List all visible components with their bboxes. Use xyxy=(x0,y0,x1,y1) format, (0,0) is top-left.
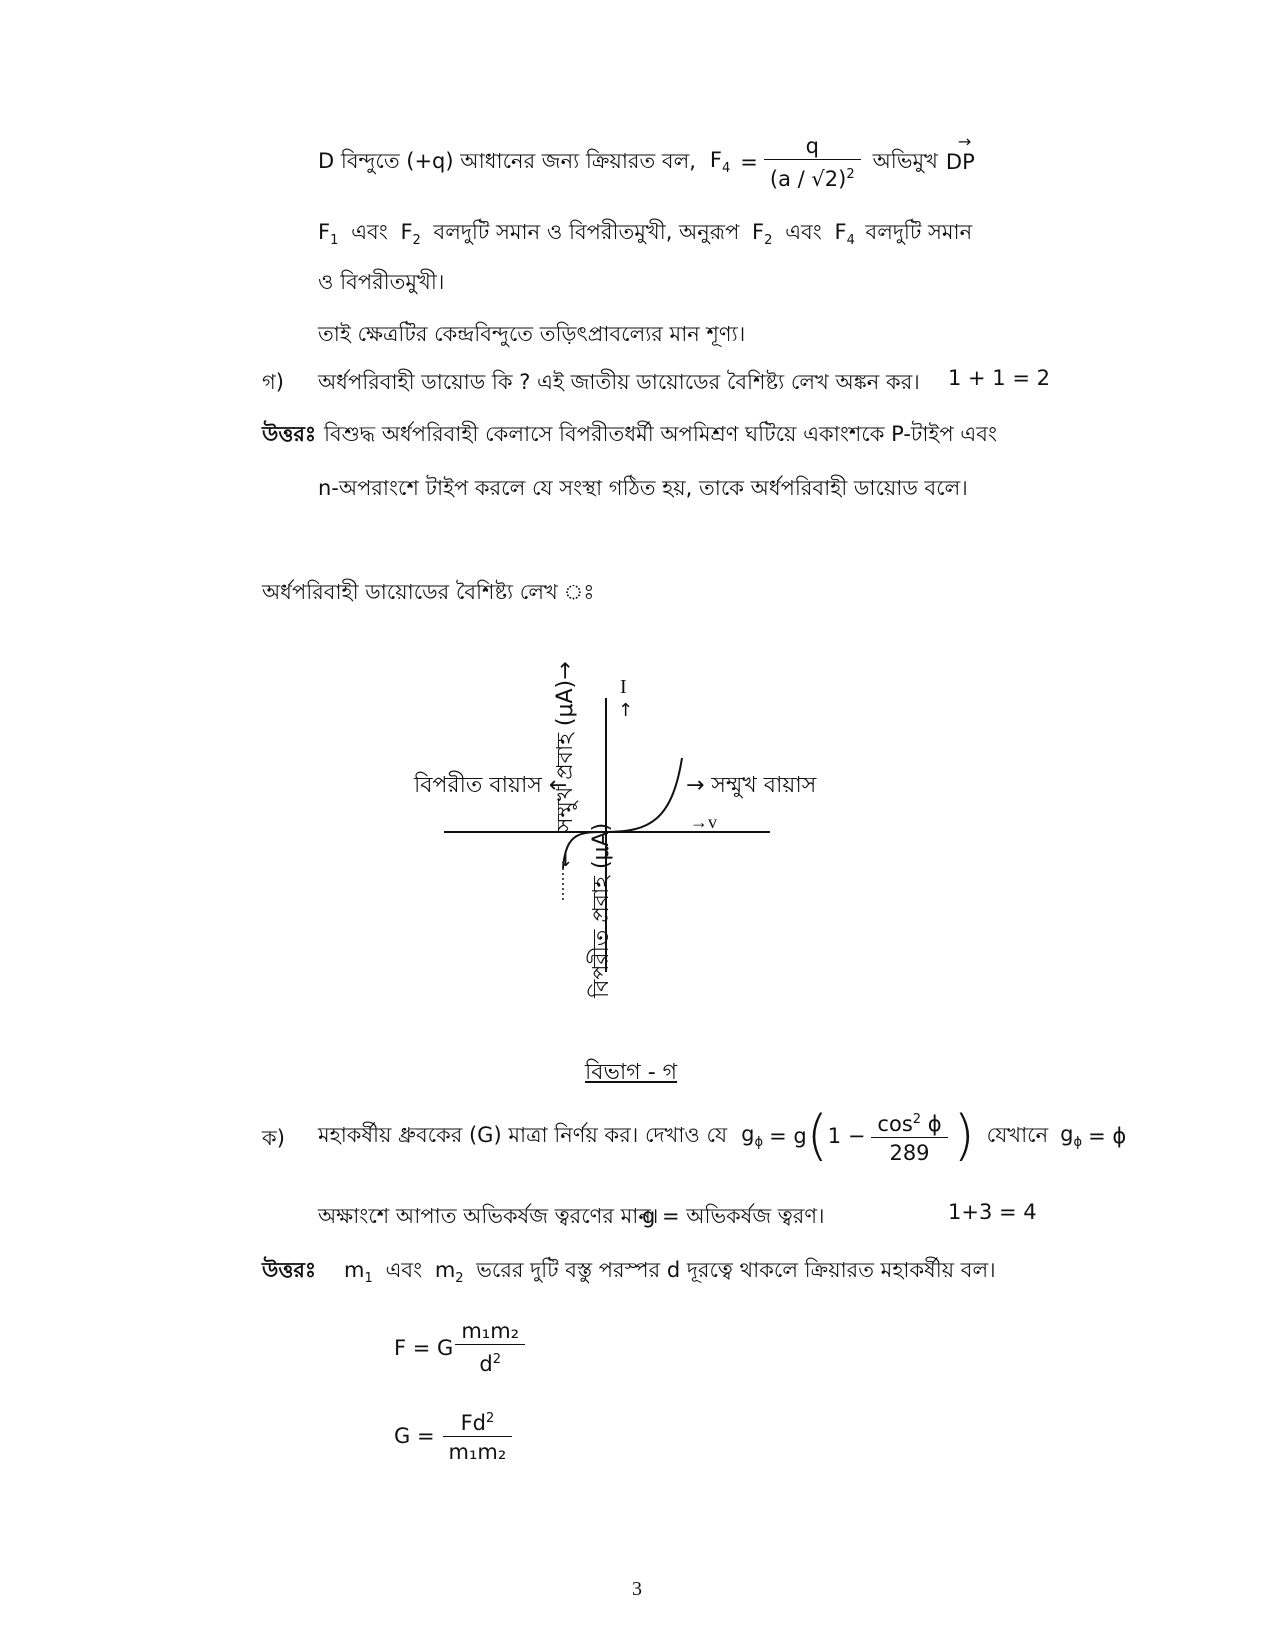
force-prefix: D বিন্দুতে (+q) আধানের জন্য ক্রিয়ারত বল, xyxy=(318,148,696,173)
force-line xyxy=(318,132,975,192)
text-and-b: এবং xyxy=(785,220,822,244)
answer-label-2: উত্তরঃ xyxy=(262,1258,317,1282)
down-arrow: ↓ xyxy=(558,850,574,871)
question-label-ga: গ) xyxy=(262,370,284,394)
eq1-denominator: $d^2$ xyxy=(455,1344,525,1377)
g-phi-symbol-b: $g_\phi$ xyxy=(1060,1121,1083,1151)
reverse-bias-label: বিপরীত বায়াস ← xyxy=(414,773,568,798)
g-definition: g = অভিকর্ষজ ত্বরণ। xyxy=(642,1204,825,1228)
eq1-numerator: m₁m₂ xyxy=(461,1319,520,1343)
up-arrow: ↑ xyxy=(618,700,634,721)
f2-symbol-b: $F_2$ xyxy=(752,220,773,249)
question-ka-line2: অক্ষাংশে আপাত অভিকর্ষজ ত্বরণের মান। xyxy=(318,1204,659,1228)
question-ka-line1 xyxy=(318,1104,1126,1168)
g-phi-symbol: $g_\phi$ xyxy=(741,1121,764,1151)
section-heading: বিভাগ - গ xyxy=(585,1060,678,1085)
cos-denominator: 289 xyxy=(871,1137,947,1166)
eq2-denominator: m₁m₂ xyxy=(443,1436,513,1465)
text-equal-opposite: বলদুটি সমান ও বিপরীতমুখী, অনুরূপ xyxy=(433,220,740,244)
force-symbol: $F_4$ xyxy=(709,147,731,177)
question-text-ka: মহাকর্ষীয় ধ্রুবকের (G) মাত্রা নির্ণয় কর। দেখাও যে xyxy=(318,1122,728,1147)
m1-symbol: $m_1$ xyxy=(344,1258,373,1287)
text-and: এবং xyxy=(351,220,388,244)
forward-bias-label: → সম্মুখ বায়াস xyxy=(686,773,817,798)
question-marks-ga: 1 + 1 = 2 xyxy=(948,366,1050,390)
cos-numerator: $\cos^2 \phi$ xyxy=(877,1111,942,1136)
cos-fraction xyxy=(871,1107,947,1166)
equation-g-constant xyxy=(394,1406,518,1465)
answer-text-2 xyxy=(344,1254,996,1289)
direction-label: অভিমুখ xyxy=(872,148,938,173)
eq2-fraction xyxy=(443,1406,513,1465)
answer-text-1b: n-অপরাংশে টাইপ করলে যে সংস্থা গঠিত হয়, তাকে অর্ধপরিবাহী ডায়োড বলে। xyxy=(318,476,968,500)
diode-graph xyxy=(414,610,860,1030)
voltage-label: →v xyxy=(690,812,717,832)
equals-sign: = xyxy=(740,150,758,174)
one-minus: 1 − xyxy=(827,1124,866,1148)
f1-symbol: $F_1$ xyxy=(318,220,339,249)
current-symbol: I xyxy=(620,676,627,698)
forward-curve xyxy=(606,758,682,832)
answer-text-1a: বিশুদ্ধ অর্ধপরিবাহী কেলাসে বিপরীতধর্মী অপমিশ্রণ ঘটিয়ে একাংশকে P-টাইপ এবং xyxy=(324,422,997,446)
fraction-denominator: (a / √2)$^2$ xyxy=(764,159,861,192)
page-number: 3 xyxy=(632,1578,642,1600)
question-text-ga: অর্ধপরিবাহী ডায়োড কি ? এই জাতীয় ডায়োডের বৈশিষ্ট্য লেখ অঙ্কন কর। xyxy=(318,370,920,394)
equal-forces-line xyxy=(318,216,972,251)
answer-label-1: উত্তরঃ xyxy=(262,422,317,446)
forward-current-label: সম্মুখ প্রবাহ (μA)→ xyxy=(553,661,578,832)
question-label-ka: ক) xyxy=(262,1126,285,1150)
f4-symbol: $F_4$ xyxy=(834,220,855,249)
vector-dp: → DP xyxy=(946,150,975,174)
equals-g: = g xyxy=(769,1124,807,1148)
left-paren: ( xyxy=(806,1104,828,1167)
text-force-desc: ভরের দুটি বস্তু পরস্পর d দূরত্বে থাকলে ক্রিয়ারত মহাকর্ষীয় বল। xyxy=(476,1258,996,1282)
graph-title: অর্ধপরিবাহী ডায়োডের বৈশিষ্ট্য লেখ ঃ xyxy=(262,580,595,604)
center-field-line: তাই ক্ষেত্রটির কেন্দ্রবিন্দুতে তড়িৎপ্রাবল্যের মান শূণ্য। xyxy=(318,322,746,346)
equals-phi: = ϕ xyxy=(1088,1124,1127,1148)
f2-symbol: $F_2$ xyxy=(400,220,421,249)
fraction-numerator: q xyxy=(805,133,819,158)
m2-symbol: $m_2$ xyxy=(434,1258,464,1287)
text-equal: বলদুটি সমান xyxy=(865,220,973,244)
question-marks-ka: 1+3 = 4 xyxy=(948,1200,1037,1224)
right-paren: ) xyxy=(953,1104,975,1167)
graph-axes xyxy=(420,610,860,1030)
force-fraction xyxy=(764,133,861,192)
reverse-current-label: বিপরীত প্রবাহ (μA) xyxy=(589,822,614,998)
eq2-lhs: G = xyxy=(394,1423,435,1448)
opposite-line: ও বিপরীতমুখী। xyxy=(318,270,445,294)
where-text: যেখানে xyxy=(986,1122,1049,1147)
eq1-lhs: F = G xyxy=(394,1335,454,1360)
equation-gravity xyxy=(394,1318,531,1377)
text-and-c: এবং xyxy=(385,1258,423,1282)
eq1-fraction xyxy=(455,1318,525,1377)
eq2-numerator: Fd$^2$ xyxy=(460,1411,495,1435)
